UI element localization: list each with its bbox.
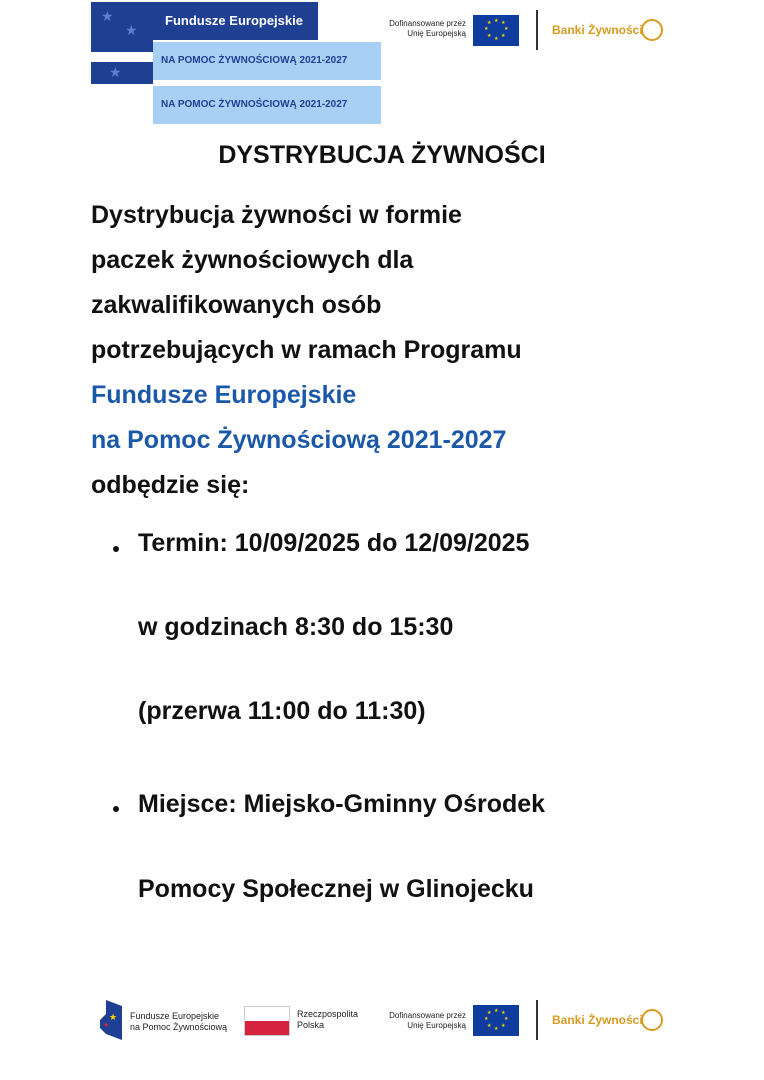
- bullet-icon: [113, 546, 119, 552]
- cofinanced-line: Unię Europejską: [407, 1021, 466, 1030]
- fe-logo-icon: [100, 1000, 122, 1040]
- closing-line: odbędzie się:: [91, 471, 250, 499]
- place-line: Pomocy Społecznej w Glinojecku: [138, 875, 534, 903]
- page-title: DYSTRYBUCJA ŻYWNOŚCI: [218, 141, 546, 169]
- cofinanced-line: Dofinansowane przez: [389, 1011, 466, 1020]
- program-name-line: Fundusze Europejskie: [91, 381, 357, 409]
- banki-zywnosci-icon: [641, 1009, 663, 1031]
- intro-line: zakwalifikowanych osób: [91, 291, 382, 319]
- term-date: Termin: 10/09/2025 do 12/09/2025: [138, 529, 530, 557]
- banki-zywnosci-label: Banki Żywności: [552, 23, 643, 37]
- rp-footer-line: Polska: [297, 1020, 325, 1030]
- banner-subtitle: NA POMOC ŻYWNOŚCIOWĄ 2021-2027: [153, 42, 381, 80]
- fe-footer-text: [130, 1011, 227, 1033]
- cofinanced-line: Dofinansowane przez: [389, 19, 466, 28]
- banki-zywnosci-label: Banki Żywności: [552, 1013, 643, 1027]
- divider: [536, 10, 538, 50]
- star-icon: ★: [125, 22, 138, 38]
- cofinanced-text: [378, 1011, 466, 1031]
- fe-footer-line: Fundusze Europejskie: [130, 1011, 220, 1021]
- fe-footer-line: na Pomoc Żywnościową: [130, 1022, 228, 1032]
- eu-flag-icon: ★ ★ ★ ★ ★ ★ ★ ★: [473, 15, 519, 46]
- poland-flag-icon: [244, 1006, 290, 1036]
- svg-text:★: ★: [103, 1021, 110, 1029]
- banner-title: Fundusze Europejskie: [153, 2, 318, 40]
- eu-flag-icon: ★ ★ ★ ★ ★ ★ ★ ★: [473, 1005, 519, 1036]
- cofinanced-text: [378, 19, 466, 39]
- star-icon: ★: [101, 8, 114, 24]
- banner-stripe: [91, 62, 153, 84]
- rp-footer-text: [297, 1009, 358, 1031]
- intro-line: potrzebujących w ramach Programu: [91, 336, 522, 364]
- intro-line: paczek żywnościowych dla: [91, 246, 414, 274]
- term-break: (przerwa 11:00 do 11:30): [138, 697, 426, 725]
- intro-paragraph: [91, 193, 711, 508]
- star-icon: ★: [109, 64, 122, 80]
- bullet-icon: [113, 806, 119, 812]
- rp-footer-line: Rzeczpospolita: [297, 1009, 359, 1019]
- cofinanced-line: Unię Europejską: [407, 29, 466, 38]
- banki-zywnosci-icon: [641, 19, 663, 41]
- banner-subtitle: NA POMOC ŻYWNOŚCIOWĄ 2021-2027: [153, 86, 381, 124]
- divider: [536, 1000, 538, 1040]
- program-name-line: na Pomoc Żywnościową 2021-2027: [91, 426, 507, 454]
- term-hours: w godzinach 8:30 do 15:30: [138, 613, 454, 641]
- intro-line: Dystrybucja żywności w formie: [91, 201, 462, 229]
- program-banner: [91, 2, 381, 125]
- place-line: Miejsce: Miejsko-Gminny Ośrodek: [138, 790, 546, 818]
- svg-text:★: ★: [109, 1013, 118, 1023]
